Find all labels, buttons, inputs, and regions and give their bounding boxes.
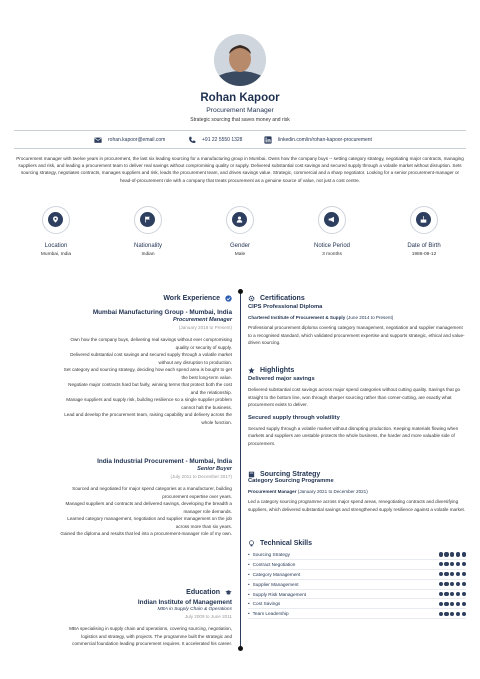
degree-name: MBA in Supply Chain & Operations bbox=[157, 607, 232, 612]
school-name: Indian Institute of Management bbox=[137, 599, 232, 606]
fact-location bbox=[16, 206, 96, 257]
skill-name: • Category Management bbox=[248, 572, 300, 577]
work-experience-heading: Work Experience bbox=[14, 295, 232, 302]
skill-rating bbox=[439, 552, 466, 556]
fact-value: Mumbai, India bbox=[40, 252, 72, 257]
skill-row bbox=[248, 599, 466, 609]
rating-dot bbox=[462, 612, 466, 616]
bulb-icon bbox=[248, 540, 255, 547]
rating-dot bbox=[444, 582, 448, 586]
phone-icon bbox=[188, 136, 196, 144]
fact-label: Gender bbox=[229, 243, 250, 249]
profile-summary: Procurement manager with twelve years in procurement, the last six leading sourcing for a manufacturing group in Mumbai. Owns how the company buys -- setting category strategy, negotiating major contracts, managing suppliers and risk, and leading a procurement team to deliver real savings without compromising quality or supply. Delivered substantial cost savings and secured supply through a volatile market without disruption. Sets sourcing strategy, negotiates contracts, manages suppliers and risk, leads the procurement team, and drives savings value. Strategic, commercial and a sharp negotiator. Looking for a senior procurement-manager or head-of-procurement role with a company that treats procurement as a genuine source of value, not just a cost centre. bbox=[16, 156, 464, 183]
rating-dot bbox=[439, 602, 443, 606]
rating-dot bbox=[456, 602, 460, 606]
rating-dot bbox=[439, 562, 443, 566]
timeline-dot-bottom bbox=[238, 646, 243, 651]
skill-rating bbox=[439, 562, 466, 566]
contact-phone[interactable] bbox=[188, 136, 242, 144]
skill-name: • Cost Savings bbox=[248, 601, 280, 606]
job-entry bbox=[14, 458, 232, 538]
header-divider-top bbox=[14, 130, 466, 131]
linkedin-text: linkedin.com/in/rohan-kapoor-procurement bbox=[278, 137, 372, 143]
fact-value: Male bbox=[234, 252, 246, 257]
graduation-cap-icon bbox=[225, 589, 232, 596]
highlight-description: Secured supply through a volatile market without disrupting production. Keeping materials flowing when markets and suppliers are unstable protects the whole business, the harder and more valuable side of procurement. bbox=[248, 425, 459, 446]
rating-dot bbox=[450, 602, 454, 606]
skill-name: • Team Leadership bbox=[248, 611, 289, 616]
job-description: Own how the company buys, delivering real savings without ever compromising quality or security of supply. Delivered substantial cost savings and secured supply through a volatile market without any disruption to production. Set category and sourcing strategy, deciding how each spend area is bought to get the best long-term value. Negotiate major contracts hard but fairly, winning terms that protect both the cost and the relationship. Manage suppliers and supply risk, building resilience so a single supplier problem cannot halt the business. Lead and develop the procurement team, raising capability and delivery across the whole function. bbox=[63, 337, 232, 425]
rating-dot bbox=[450, 612, 454, 616]
skill-rating bbox=[439, 582, 466, 586]
skill-row bbox=[248, 550, 466, 560]
megaphone-icon bbox=[328, 216, 335, 223]
email-icon bbox=[94, 136, 102, 144]
linkedin-icon bbox=[264, 136, 272, 144]
phone-text: +91 22 5550 1328 bbox=[202, 137, 243, 143]
book-icon bbox=[248, 471, 255, 478]
candidate-tagline: Strategic sourcing that saves money and risk bbox=[190, 117, 290, 123]
rating-dot bbox=[444, 592, 448, 596]
candidate-name: Rohan Kapoor bbox=[200, 92, 280, 104]
rating-dot bbox=[462, 602, 466, 606]
location-pin-icon bbox=[52, 216, 59, 223]
fact-label: Nationality bbox=[133, 243, 162, 249]
fact-label: Location bbox=[44, 243, 68, 249]
skill-rating bbox=[439, 612, 466, 616]
rating-dot bbox=[450, 582, 454, 586]
skill-name: • Supplier Management bbox=[248, 582, 299, 587]
education-heading: Education bbox=[14, 589, 232, 596]
highlight-title: Secured supply through volatility bbox=[248, 414, 340, 421]
skills-list bbox=[248, 550, 466, 619]
rating-dot bbox=[439, 552, 443, 556]
rating-dot bbox=[456, 562, 460, 566]
rating-dot bbox=[456, 612, 460, 616]
contact-email[interactable] bbox=[94, 136, 165, 144]
rating-dot bbox=[444, 602, 448, 606]
certification-description: Professional procurement diploma covering category management, negotiation and supplier management to a recognised standard, which validated procurement expertise and supports strategic, ethical and value-driven sourcing. bbox=[248, 325, 465, 345]
user-icon bbox=[236, 216, 243, 223]
timeline-line bbox=[240, 292, 241, 648]
job-organization: India Industrial Procurement - Mumbai, India bbox=[97, 458, 232, 465]
profile-photo bbox=[214, 34, 266, 86]
contact-bar bbox=[0, 136, 480, 146]
email-text: rohan.kapoor@email.com bbox=[108, 137, 166, 143]
rating-dot bbox=[439, 592, 443, 596]
rating-dot bbox=[462, 562, 466, 566]
fact-gender bbox=[200, 206, 280, 257]
job-role: Procurement Manager bbox=[172, 317, 232, 323]
skill-row bbox=[248, 570, 466, 580]
certifications-heading: Certifications bbox=[248, 295, 466, 302]
job-entry bbox=[14, 309, 232, 426]
rating-dot bbox=[444, 552, 448, 556]
contact-linkedin[interactable] bbox=[264, 136, 372, 144]
education-dates: July 2009 to June 2011 bbox=[184, 614, 232, 619]
rating-dot bbox=[444, 612, 448, 616]
rating-dot bbox=[456, 552, 460, 556]
fact-nationality bbox=[108, 206, 188, 257]
rating-dot bbox=[439, 572, 443, 576]
skill-row bbox=[248, 580, 466, 590]
fact-value: Indian bbox=[141, 252, 155, 257]
timeline-dot-top bbox=[238, 289, 243, 294]
verified-badge-icon bbox=[225, 295, 232, 302]
rating-dot bbox=[450, 572, 454, 576]
work-experience-section bbox=[14, 295, 232, 302]
job-dates: (January 2018 to Present) bbox=[178, 325, 232, 330]
personal-facts bbox=[0, 206, 480, 266]
certification-issuer: Chartered Institute of Procurement & Supply (June 2014 to Present) bbox=[248, 315, 394, 320]
skill-name: • Sourcing Strategy bbox=[248, 552, 290, 557]
rating-dot bbox=[450, 592, 454, 596]
technical-skills-heading: Technical Skills bbox=[248, 540, 466, 547]
education-section bbox=[14, 589, 232, 648]
rating-dot bbox=[462, 592, 466, 596]
skill-name: • Supply Risk Management bbox=[248, 592, 306, 597]
skill-name: • Contract Negotiation bbox=[248, 562, 295, 567]
rating-dot bbox=[456, 572, 460, 576]
rating-dot bbox=[439, 582, 443, 586]
project-description: Led a category sourcing programme across major spend areas, renegotiating contracts and diversifying suppliers, which delivered substantial savings and strengthened supply resilience against a volatile market. bbox=[248, 499, 466, 512]
candidate-role: Procurement Manager bbox=[206, 107, 274, 114]
rating-dot bbox=[456, 592, 460, 596]
rating-dot bbox=[462, 572, 466, 576]
skill-rating bbox=[439, 592, 466, 596]
job-description: Sourced and negotiated for major spend categories at a manufacturer, building procurement expertise over years. Managed suppliers and contracts and delivered savings, developing the breadth a manager role demands. Learned category management, negotiation and supplier management on the job across more than six years. Gained the diploma and results that led into a procurement-manager role of my own. bbox=[60, 486, 232, 536]
skill-rating bbox=[439, 572, 466, 576]
certifications-section bbox=[248, 295, 466, 347]
education-description: MBA specialising in supply chain and operations, covering sourcing, negotiation, logistics and strategy, with projects. The programme built the strategic and commercial foundation leading procurement requires. It accelerated his career. bbox=[69, 626, 232, 646]
rating-dot bbox=[462, 552, 466, 556]
fact-label: Date of Birth bbox=[407, 243, 441, 249]
fact-value: 1986-09-12 bbox=[411, 252, 437, 257]
job-role: Senior Buyer bbox=[197, 466, 232, 472]
flag-icon bbox=[144, 216, 151, 223]
certification-name: CIPS Professional Diploma bbox=[248, 304, 323, 310]
highlights-section bbox=[248, 367, 466, 447]
project-section bbox=[248, 471, 466, 513]
header-divider-bottom bbox=[14, 148, 466, 149]
gear-icon bbox=[248, 295, 255, 302]
rating-dot bbox=[439, 612, 443, 616]
rating-dot bbox=[456, 582, 460, 586]
rating-dot bbox=[462, 582, 466, 586]
technical-skills-section bbox=[248, 540, 466, 619]
fact-value: 3 months bbox=[322, 252, 342, 257]
fact-date-of-birth bbox=[384, 206, 464, 257]
job-dates: (July 2011 to December 2017) bbox=[170, 474, 232, 479]
highlight-description: Delivered substantial cost savings across major spend categories without cutting quality. Savings that go straight to the bottom line, won through sharper sourcing rather than corner-cutting, are exactly what procurement exists to deliver. bbox=[248, 387, 461, 407]
project-role: Procurement Manager (January 2021 to December 2021) bbox=[248, 489, 368, 494]
rating-dot bbox=[450, 562, 454, 566]
project-heading: Sourcing Strategy bbox=[248, 471, 466, 478]
job-organization: Mumbai Manufacturing Group - Mumbai, India bbox=[92, 309, 232, 316]
project-name: Category Sourcing Programme bbox=[248, 478, 334, 484]
skill-row bbox=[248, 560, 466, 570]
skill-row bbox=[248, 609, 466, 619]
skill-rating bbox=[439, 602, 466, 606]
highlight-title: Delivered major savings bbox=[248, 376, 315, 382]
rating-dot bbox=[444, 562, 448, 566]
highlights-heading: Highlights bbox=[248, 367, 466, 374]
cake-icon bbox=[420, 216, 427, 223]
fact-notice-period bbox=[292, 206, 372, 257]
rating-dot bbox=[450, 552, 454, 556]
skill-row bbox=[248, 590, 466, 600]
star-icon bbox=[248, 367, 255, 374]
rating-dot bbox=[444, 572, 448, 576]
fact-label: Notice Period bbox=[313, 243, 351, 249]
